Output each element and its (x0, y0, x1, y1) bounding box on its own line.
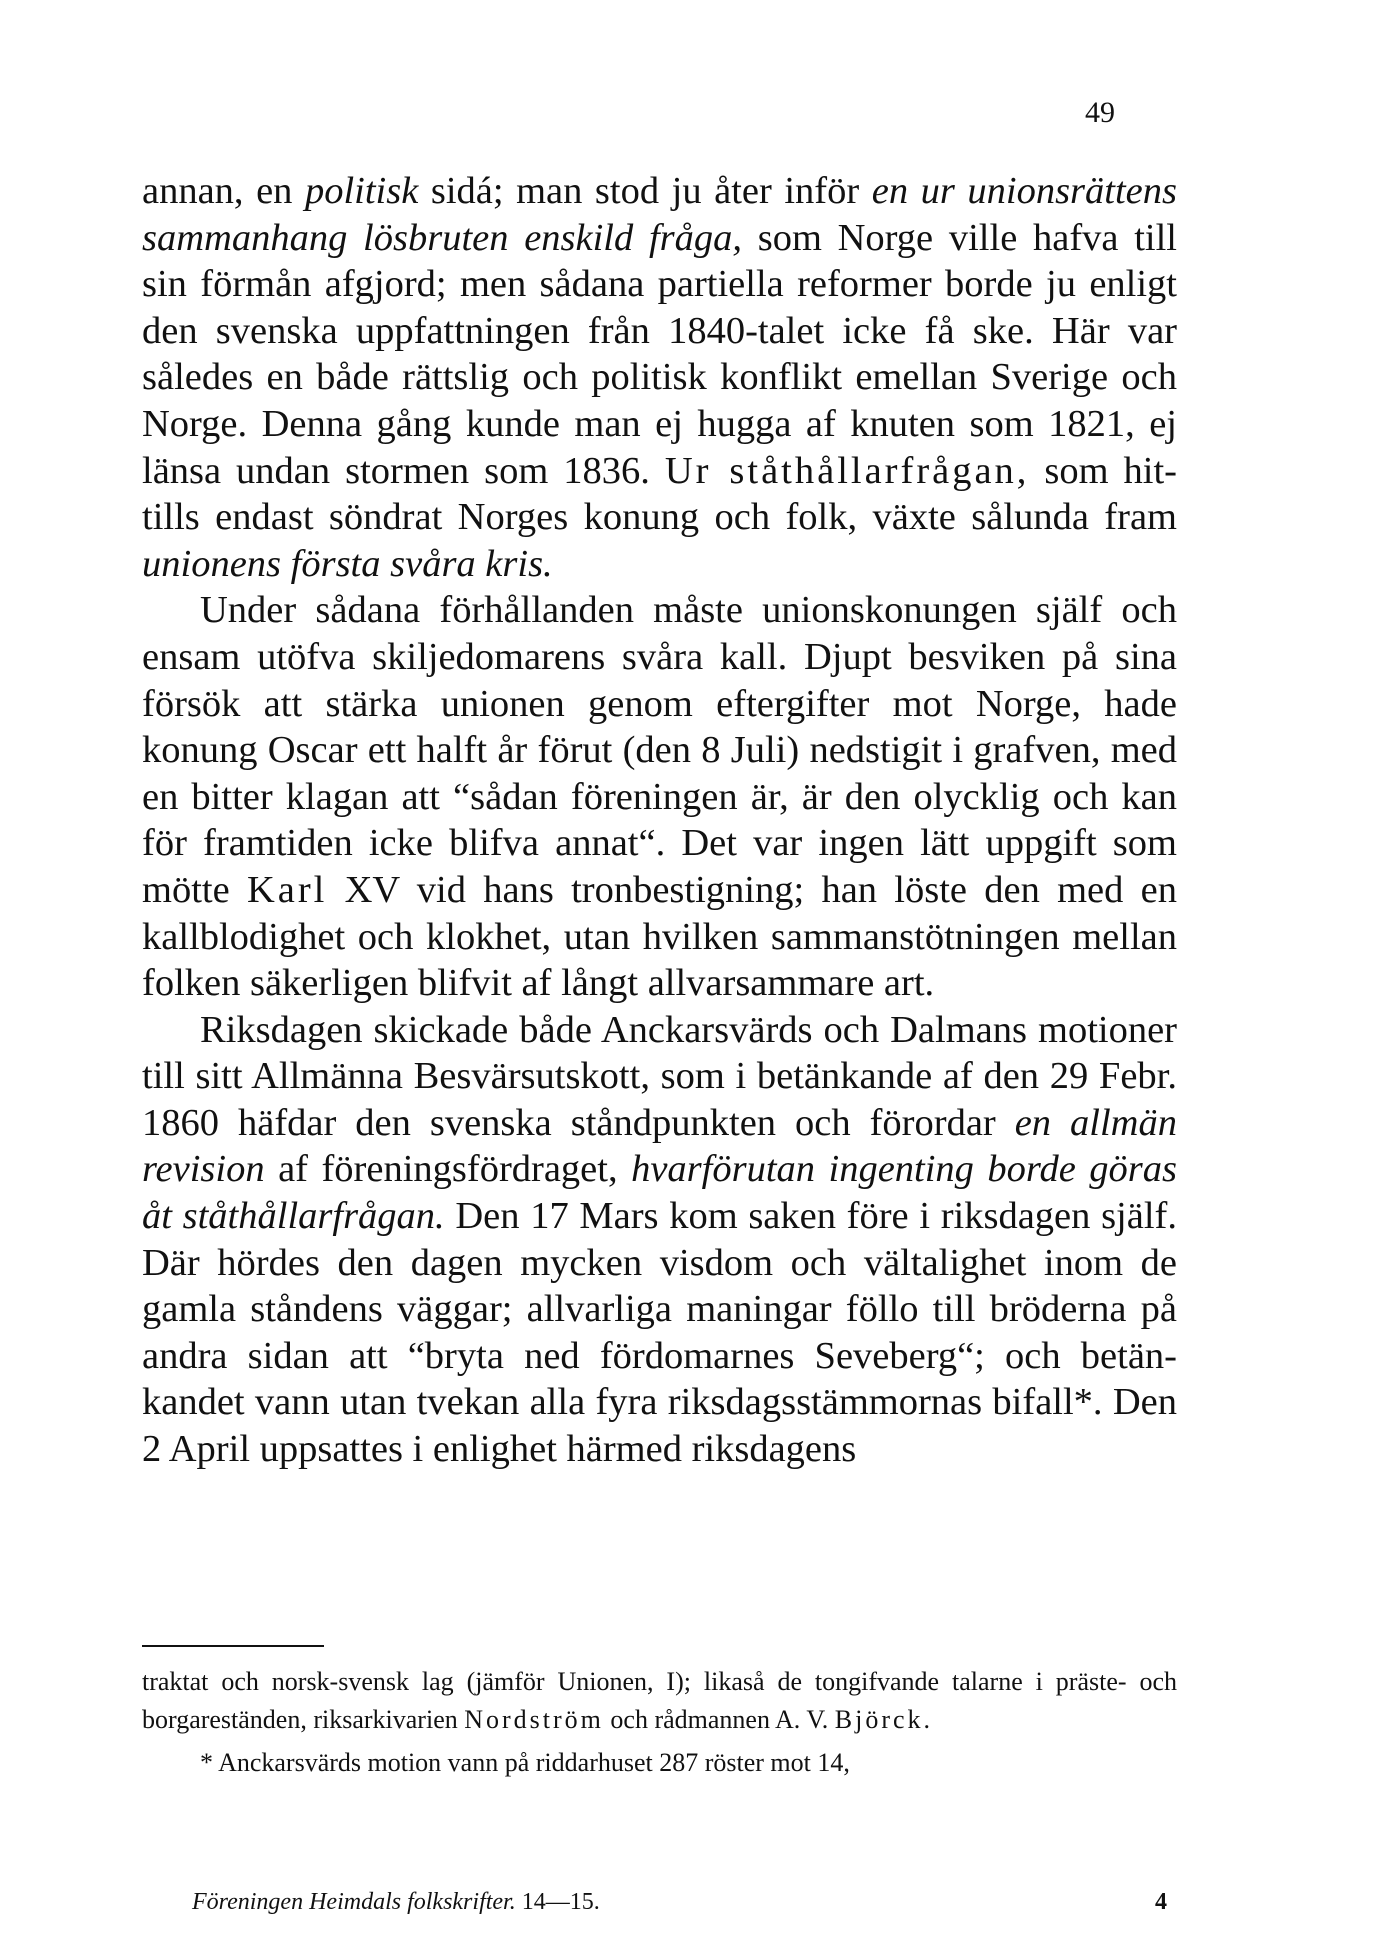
italic-text: en allmän revision (142, 1101, 1177, 1191)
page-number: 49 (1085, 96, 1115, 129)
paragraph-3 (142, 1007, 1177, 1473)
issue-number: 14—15. (521, 1889, 600, 1915)
text-run: annan, en (142, 170, 305, 212)
spaced-text: Nordström (464, 1704, 604, 1734)
footnote-rule (142, 1645, 324, 1647)
text-run: * Anckarsvärds motion vann på riddarhuset 287 röster mot 14, (200, 1748, 850, 1777)
spaced-text: Björck. (834, 1704, 934, 1734)
text-run: som Norge ville hafva till sin förmån afgjord; men sådana partiella reformer borde ju enligt den svenska uppfattningen från 1840-talet icke få ske. Här var således en både rättslig och politisk konflikt emellan Sverige och Norge. Denna gång kunde man ej hugga af knuten som 1821, ej länsa undan stormen som 1836. (142, 216, 1177, 492)
italic-text: unionens första svåra kris. (142, 542, 553, 585)
body-text (142, 168, 1177, 1473)
text-run: och rådmannen A. V. (603, 1704, 835, 1734)
text-run: som hittills endast söndrat Norges konung och folk, växte sålunda fram (142, 449, 1177, 539)
italic-text: hvarförutan ingenting borde göras åt ståthållarfrågan. (142, 1148, 1177, 1238)
text-run: af föreningsfördraget, (264, 1148, 632, 1191)
footnote-continuation (142, 1663, 1177, 1738)
spaced-text: Karl (246, 868, 328, 911)
text-run: Under sådana förhållanden måste unionskonungen själf och ensam utöfva skiljedomarens svåra kall. Djupt besviken på sina försök att stärka unionen genom eftergifter mot Norge, hade konung Oscar ett halft år förut (den 8 Juli) nedstigit i grafven, med en bitter klagan att “sådan föreningen är, är den olycklig och kan för framtiden icke blifva annat“. Det var ingen lätt uppgift som mötte (142, 589, 1177, 911)
text-run: Riksdagen skickade både Anckarsvärds och Dalmans motioner till sitt Allmänna Besvärsutskott, som i betänkande af den 29 Febr. 1860 häfdar den svenska ståndpunkten och förordar (142, 1008, 1177, 1144)
italic-text: en ur unionsrättens sammanhang lösbruten enskild fråga, (142, 170, 1178, 259)
text-run: traktat och norsk-svensk lag (jämför Unionen, I); likaså de tongifvande talarne i präste- och borgareständen, riksarkivarien (142, 1667, 1177, 1734)
signature-line (192, 1889, 1167, 1916)
italic-text: politisk (304, 170, 419, 212)
footnote-anckarsvard (142, 1744, 1177, 1782)
spaced-text: Ur ståthållarfrågan, (664, 449, 1030, 492)
sheet-signature: 4 (1155, 1889, 1167, 1915)
footnotes (142, 1663, 1177, 1782)
paragraph-2 (142, 587, 1177, 1006)
text-run: sidá; man stod ju åter inför (418, 170, 872, 212)
text-run: XV vid hans tronbestigning; han löste den med en kallblodighet och klokhet, utan hvilken sammanstötningen mellan folken säkerligen blifvit af långt allvarsammare art. (142, 868, 1177, 1005)
paragraph-1 (142, 168, 1177, 587)
text-run: Den 17 Mars kom saken före i riksdagen själf. Där hördes den dagen mycken visdom och vältalighet inom de gamla ståndens väggar; allvarliga maningar föllo till bröderna på andra sidan att “bryta ned fördomarnes Seveberg“; och betänkandet vann utan tvekan alla fyra riksdagsstämmornas bifall*. Den 2 April uppsattes i enlighet härmed riksdagens (142, 1195, 1177, 1471)
publisher-name: Föreningen Heimdals folkskrifter. (192, 1889, 516, 1915)
